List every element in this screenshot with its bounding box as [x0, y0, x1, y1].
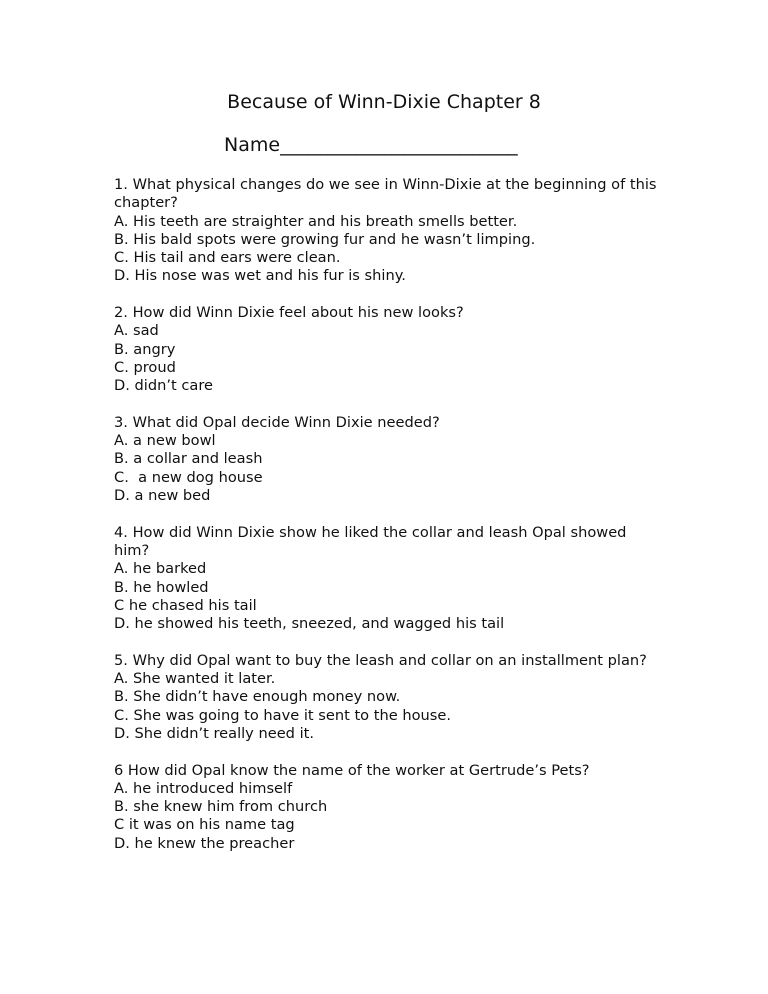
question-prompt: 2. How did Winn Dixie feel about his new looks? [114, 304, 464, 322]
name-blank: _________________________ [280, 134, 518, 156]
name-field [224, 132, 518, 158]
answer-choice-b: B. a collar and leash [114, 450, 263, 468]
answer-choice-c: C it was on his name tag [114, 816, 295, 834]
answer-choice-b: B. She didn’t have enough money now. [114, 688, 401, 706]
answer-choice-b: B. she knew him from church [114, 798, 328, 816]
answer-choice-c: C. She was going to have it sent to the house. [114, 706, 451, 724]
question-prompt: 1. What physical changes do we see in Winn-Dixie at the beginning of this chapter? [114, 176, 657, 212]
answer-choice-a: A. sad [114, 322, 159, 340]
answer-choice-d: D. he showed his teeth, sneezed, and wagged his tail [114, 615, 505, 633]
answer-choice-b: B. angry [114, 340, 176, 358]
worksheet-title: Because of Winn-Dixie Chapter 8 [227, 91, 541, 113]
question-list [114, 176, 659, 871]
answer-choice-d: D. a new bed [114, 487, 211, 505]
question-prompt: 3. What did Opal decide Winn Dixie needed? [114, 413, 440, 431]
answer-choice-a: A. he barked [114, 560, 207, 578]
question-6 [114, 762, 659, 853]
answer-choice-a: A. he introduced himself [114, 779, 293, 797]
answer-choice-a: A. His teeth are straighter and his breath smells better. [114, 212, 518, 230]
answer-choice-d: D. he knew the preacher [114, 834, 295, 852]
answer-choice-d: D. His nose was wet and his fur is shiny. [114, 267, 406, 285]
answer-choice-b: B. he howled [114, 578, 209, 596]
question-1 [114, 176, 659, 286]
question-5 [114, 652, 659, 743]
answer-choice-a: A. She wanted it later. [114, 670, 276, 688]
answer-choice-c: C he chased his tail [114, 596, 257, 614]
question-4 [114, 524, 659, 634]
answer-choice-c: C. a new dog house [114, 468, 263, 486]
question-prompt: 5. Why did Opal want to buy the leash and collar on an installment plan? [114, 651, 647, 669]
answer-choice-c: C. proud [114, 358, 176, 376]
question-prompt: 6 How did Opal know the name of the worker at Gertrude’s Pets? [114, 761, 590, 779]
answer-choice-d: D. She didn’t really need it. [114, 724, 314, 742]
name-label: Name [224, 134, 281, 156]
question-3 [114, 414, 659, 505]
answer-choice-c: C. His tail and ears were clean. [114, 249, 341, 267]
question-prompt: 4. How did Winn Dixie show he liked the collar and leash Opal showed him? [114, 523, 627, 559]
answer-choice-d: D. didn’t care [114, 377, 213, 395]
question-2 [114, 304, 659, 395]
answer-choice-b: B. His bald spots were growing fur and he wasn’t limping. [114, 230, 536, 248]
answer-choice-a: A. a new bowl [114, 432, 216, 450]
